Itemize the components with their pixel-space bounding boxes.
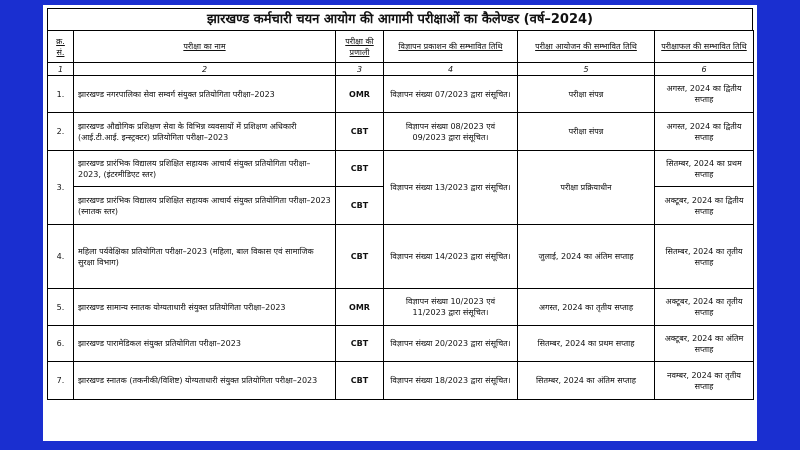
exam-date: अगस्त, 2024 का तृतीय सप्ताह [518,289,655,326]
exam-mode: CBT [336,151,384,187]
result-date: अगस्त, 2024 का द्वितीय सप्ताह [655,76,754,113]
exam-calendar-table [47,30,754,400]
exam-name: झारखण्ड स्नातक (तकनीकी/विशिष्ट) योग्यताधारी संयुक्त प्रतियोगिता परीक्षा–2023 [74,362,336,400]
table-row [48,362,754,400]
exam-name: झारखण्ड पारामेडिकल संयुक्त प्रतियोगिता परीक्षा–2023 [74,326,336,362]
header-sn: क्र. सं. [48,31,74,63]
document-sheet [43,5,757,441]
exam-date: सितम्बर, 2024 का अंतिम सप्ताह [518,362,655,400]
ad-date: विज्ञापन संख्या 08/2023 एवं 09/2023 द्वारा संसूचित। [384,113,518,151]
page-title: झारखण्ड कर्मचारी चयन आयोग की आगामी परीक्षाओं का कैलेण्डर (वर्ष–2024) [47,8,753,30]
column-number: 3 [336,63,384,76]
exam-mode: CBT [336,326,384,362]
result-date: नवम्बर, 2024 का तृतीय सप्ताह [655,362,754,400]
header-ad-date: विज्ञापन प्रकाशन की सम्भावित तिथि [384,31,518,63]
exam-name: झारखण्ड औद्योगिक प्रशिक्षण सेवा के विभिन्न व्यवसायों में प्रशिक्षण अधिकारी (आई.टी.आई. इन्स्ट्रक्टर) प्रतियोगिता परीक्षा–2023 [74,113,336,151]
table-row [48,289,754,326]
column-number: 6 [655,63,754,76]
ad-date: विज्ञापन संख्या 10/2023 एवं 11/2023 द्वारा संसूचित। [384,289,518,326]
ad-date: विज्ञापन संख्या 14/2023 द्वारा संसूचित। [384,225,518,289]
row-serial: 6. [48,326,74,362]
exam-date: सितम्बर, 2024 का प्रथम सप्ताह [518,326,655,362]
result-date: अक्टूबर, 2024 का तृतीय सप्ताह [655,289,754,326]
header-result-date: परीक्षाफल की सम्भावित तिथि [655,31,754,63]
row-serial: 5. [48,289,74,326]
column-number: 5 [518,63,655,76]
header-exam-date: परीक्षा आयोजन की सम्भावित तिथि [518,31,655,63]
header-name: परीक्षा का नाम [74,31,336,63]
header-row [48,31,754,63]
exam-mode: OMR [336,76,384,113]
column-number: 4 [384,63,518,76]
column-number: 2 [74,63,336,76]
row-serial: 1. [48,76,74,113]
exam-name: महिला पर्यवेक्षिका प्रतियोगिता परीक्षा–2023 (महिला, बाल विकास एवं सामाजिक सुरक्षा विभाग) [74,225,336,289]
header-mode: परीक्षा की प्रणाली [336,31,384,63]
ad-date: विज्ञापन संख्या 13/2023 द्वारा संसूचित। [384,151,518,225]
ad-date: विज्ञापन संख्या 07/2023 द्वारा संसूचित। [384,76,518,113]
result-date: सितम्बर, 2024 का तृतीय सप्ताह [655,225,754,289]
exam-date: जुलाई, 2024 का अंतिम सप्ताह [518,225,655,289]
table-row [48,113,754,151]
row-serial: 2. [48,113,74,151]
ad-date: विज्ञापन संख्या 20/2023 द्वारा संसूचित। [384,326,518,362]
exam-name: झारखण्ड प्रारंभिक विद्यालय प्रशिक्षित सहायक आचार्य संयुक्त प्रतियोगिता परीक्षा–2023, (इंटरमीडिएट स्तर) [74,151,336,187]
table-row [48,225,754,289]
row-serial: 3. [48,151,74,225]
result-date: अक्टूबर, 2024 का द्वितीय सप्ताह [655,187,754,225]
row-serial: 4. [48,225,74,289]
exam-name: झारखण्ड प्रारंभिक विद्यालय प्रशिक्षित सहायक आचार्य संयुक्त प्रतियोगिता परीक्षा–2023 (स्नातक स्तर) [74,187,336,225]
exam-name: झारखण्ड नगरपालिका सेवा सम्वर्ग संयुक्त प्रतियोगिता परीक्षा–2023 [74,76,336,113]
table-row [48,151,754,187]
result-date: सितम्बर, 2024 का प्रथम सप्ताह [655,151,754,187]
row-serial: 7. [48,362,74,400]
exam-mode: OMR [336,289,384,326]
exam-date: परीक्षा संपन्न [518,76,655,113]
column-number: 1 [48,63,74,76]
table-row [48,326,754,362]
exam-date: परीक्षा प्रक्रियाधीन [518,151,655,225]
exam-mode: CBT [336,113,384,151]
table-row [48,76,754,113]
result-date: अगस्त, 2024 का द्वितीय सप्ताह [655,113,754,151]
exam-mode: CBT [336,225,384,289]
exam-date: परीक्षा संपन्न [518,113,655,151]
exam-mode: CBT [336,187,384,225]
exam-mode: CBT [336,362,384,400]
result-date: अक्टूबर, 2024 का अंतिम सप्ताह [655,326,754,362]
ad-date: विज्ञापन संख्या 18/2023 द्वारा संसूचित। [384,362,518,400]
exam-name: झारखण्ड सामान्य स्नातक योग्यताधारी संयुक्त प्रतियोगिता परीक्षा–2023 [74,289,336,326]
column-number-row [48,63,754,76]
